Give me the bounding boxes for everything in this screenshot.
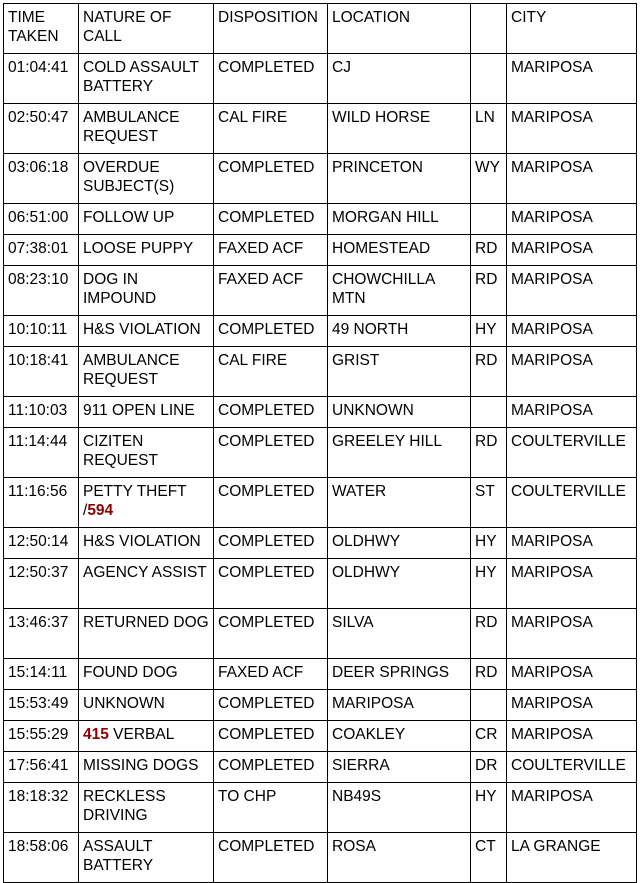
cell-location: DEER SPRINGS: [328, 659, 471, 690]
cell-city: MARIPOSA: [507, 316, 637, 347]
cell-disposition: COMPLETED: [214, 609, 328, 659]
cell-time: 11:10:03: [4, 397, 79, 428]
cell-location: SIERRA: [328, 752, 471, 783]
cell-suffix: CR: [471, 721, 507, 752]
cell-nature: [79, 609, 214, 659]
cell-disposition: COMPLETED: [214, 316, 328, 347]
cell-city: MARIPOSA: [507, 721, 637, 752]
cell-suffix: WY: [471, 154, 507, 204]
cell-city: MARIPOSA: [507, 690, 637, 721]
cell-disposition: COMPLETED: [214, 752, 328, 783]
cell-location: ROSA: [328, 833, 471, 883]
cell-time: 18:18:32: [4, 783, 79, 833]
nature-text: UNKNOWN: [83, 695, 165, 712]
cell-nature: [79, 478, 214, 528]
cell-location: UNKNOWN: [328, 397, 471, 428]
table-row: [4, 266, 637, 316]
cell-city: COULTERVILLE: [507, 478, 637, 528]
table-row: [4, 783, 637, 833]
cell-suffix: RD: [471, 428, 507, 478]
cell-suffix: RD: [471, 659, 507, 690]
nature-text: RECKLESS DRIVING: [83, 788, 166, 824]
nature-text: COLD ASSAULT BATTERY: [83, 59, 199, 95]
table-row: [4, 204, 637, 235]
cell-suffix: HY: [471, 559, 507, 609]
cell-location: MORGAN HILL: [328, 204, 471, 235]
cell-disposition: COMPLETED: [214, 54, 328, 104]
nature-text: LOOSE PUPPY: [83, 240, 194, 257]
cell-disposition: COMPLETED: [214, 721, 328, 752]
cell-disposition: COMPLETED: [214, 154, 328, 204]
header-disposition: DISPOSITION: [214, 4, 328, 54]
cell-suffix: RD: [471, 609, 507, 659]
cell-nature: [79, 659, 214, 690]
table-row: [4, 478, 637, 528]
nature-text: AMBULANCE REQUEST: [83, 352, 180, 388]
table-row: [4, 54, 637, 104]
cell-location: CHOWCHILLA MTN: [328, 266, 471, 316]
cell-location: 49 NORTH: [328, 316, 471, 347]
cell-nature: [79, 833, 214, 883]
nature-text: DOG IN IMPOUND: [83, 271, 157, 307]
cell-location: WILD HORSE: [328, 104, 471, 154]
nature-text: AMBULANCE REQUEST: [83, 109, 180, 145]
cell-time: 15:53:49: [4, 690, 79, 721]
cell-time: 17:56:41: [4, 752, 79, 783]
cell-disposition: FAXED ACF: [214, 266, 328, 316]
cell-nature: [79, 397, 214, 428]
cell-location: SILVA: [328, 609, 471, 659]
cell-city: MARIPOSA: [507, 235, 637, 266]
header-suffix: [471, 4, 507, 54]
table-row: [4, 659, 637, 690]
cell-suffix: [471, 54, 507, 104]
cell-location: CJ: [328, 54, 471, 104]
cell-city: MARIPOSA: [507, 104, 637, 154]
cell-city: MARIPOSA: [507, 528, 637, 559]
header-time: TIME TAKEN: [4, 4, 79, 54]
cell-time: 15:14:11: [4, 659, 79, 690]
table-row: [4, 609, 637, 659]
cell-location: NB49S: [328, 783, 471, 833]
cell-time: 08:23:10: [4, 266, 79, 316]
cell-location: GREELEY HILL: [328, 428, 471, 478]
nature-text: 911 OPEN LINE: [83, 402, 195, 419]
header-row: [4, 4, 637, 54]
table-row: [4, 154, 637, 204]
cell-nature: [79, 54, 214, 104]
cell-nature: [79, 783, 214, 833]
cell-city: MARIPOSA: [507, 397, 637, 428]
cell-location: PRINCETON: [328, 154, 471, 204]
table-row: [4, 559, 637, 609]
penal-code: 415: [83, 726, 109, 743]
table-row: [4, 721, 637, 752]
table-row: [4, 397, 637, 428]
nature-text: PETTY THEFT /: [83, 483, 187, 519]
cell-time: 10:18:41: [4, 347, 79, 397]
cell-city: MARIPOSA: [507, 347, 637, 397]
cell-time: 12:50:14: [4, 528, 79, 559]
table-row: [4, 528, 637, 559]
cell-location: OLDHWY: [328, 559, 471, 609]
cell-location: COAKLEY: [328, 721, 471, 752]
cell-suffix: ST: [471, 478, 507, 528]
table-row: [4, 347, 637, 397]
cell-disposition: FAXED ACF: [214, 235, 328, 266]
cell-time: 01:04:41: [4, 54, 79, 104]
cell-disposition: TO CHP: [214, 783, 328, 833]
cell-time: 12:50:37: [4, 559, 79, 609]
cell-time: 06:51:00: [4, 204, 79, 235]
cell-time: 10:10:11: [4, 316, 79, 347]
cell-time: 03:06:18: [4, 154, 79, 204]
cell-disposition: CAL FIRE: [214, 104, 328, 154]
cell-city: MARIPOSA: [507, 659, 637, 690]
cell-city: MARIPOSA: [507, 609, 637, 659]
cell-time: 02:50:47: [4, 104, 79, 154]
cell-location: OLDHWY: [328, 528, 471, 559]
cell-disposition: COMPLETED: [214, 428, 328, 478]
nature-text: OVERDUE SUBJECT(S): [83, 159, 175, 195]
nature-text: AGENCY ASSIST: [83, 564, 207, 581]
cell-nature: [79, 690, 214, 721]
table-row: [4, 752, 637, 783]
cell-disposition: CAL FIRE: [214, 347, 328, 397]
cell-city: MARIPOSA: [507, 783, 637, 833]
cell-nature: [79, 235, 214, 266]
cell-nature: [79, 316, 214, 347]
cell-location: GRIST: [328, 347, 471, 397]
cell-nature: [79, 428, 214, 478]
cell-nature: [79, 347, 214, 397]
header-location: LOCATION: [328, 4, 471, 54]
nature-text: RETURNED DOG: [83, 614, 209, 631]
cell-suffix: LN: [471, 104, 507, 154]
table-row: [4, 833, 637, 883]
nature-text: MISSING DOGS: [83, 757, 199, 774]
cell-time: 11:16:56: [4, 478, 79, 528]
table-row: [4, 428, 637, 478]
cell-suffix: DR: [471, 752, 507, 783]
penal-code: 594: [87, 502, 114, 519]
cell-city: MARIPOSA: [507, 154, 637, 204]
cell-disposition: FAXED ACF: [214, 659, 328, 690]
cell-suffix: CT: [471, 833, 507, 883]
cell-nature: [79, 721, 214, 752]
cell-suffix: [471, 397, 507, 428]
cell-disposition: COMPLETED: [214, 397, 328, 428]
cell-suffix: HY: [471, 528, 507, 559]
call-log-table: [3, 3, 637, 883]
cell-city: COULTERVILLE: [507, 752, 637, 783]
cell-suffix: [471, 204, 507, 235]
nature-text: VERBAL: [108, 726, 175, 743]
header-city: CITY: [507, 4, 637, 54]
table-row: [4, 235, 637, 266]
table-row: [4, 316, 637, 347]
cell-time: 13:46:37: [4, 609, 79, 659]
cell-time: 11:14:44: [4, 428, 79, 478]
cell-nature: [79, 752, 214, 783]
cell-city: COULTERVILLE: [507, 428, 637, 478]
cell-suffix: RD: [471, 235, 507, 266]
cell-nature: [79, 104, 214, 154]
cell-time: 07:38:01: [4, 235, 79, 266]
nature-text: ASSAULT BATTERY: [83, 838, 154, 874]
cell-suffix: [471, 690, 507, 721]
header-nature: NATURE OF CALL: [79, 4, 214, 54]
cell-time: 15:55:29: [4, 721, 79, 752]
cell-suffix: HY: [471, 783, 507, 833]
cell-city: MARIPOSA: [507, 266, 637, 316]
cell-disposition: COMPLETED: [214, 833, 328, 883]
nature-text: H&S VIOLATION: [83, 533, 201, 550]
cell-nature: [79, 266, 214, 316]
cell-suffix: RD: [471, 266, 507, 316]
table-row: [4, 104, 637, 154]
cell-location: WATER: [328, 478, 471, 528]
cell-disposition: COMPLETED: [214, 204, 328, 235]
table-row: [4, 690, 637, 721]
cell-disposition: COMPLETED: [214, 478, 328, 528]
cell-suffix: HY: [471, 316, 507, 347]
cell-city: MARIPOSA: [507, 204, 637, 235]
cell-time: 18:58:06: [4, 833, 79, 883]
nature-text: FOUND DOG: [83, 664, 178, 681]
cell-nature: [79, 154, 214, 204]
cell-nature: [79, 204, 214, 235]
cell-disposition: COMPLETED: [214, 528, 328, 559]
cell-city: MARIPOSA: [507, 559, 637, 609]
nature-text: H&S VIOLATION: [83, 321, 201, 338]
cell-city: MARIPOSA: [507, 54, 637, 104]
cell-disposition: COMPLETED: [214, 690, 328, 721]
nature-text: FOLLOW UP: [83, 209, 175, 226]
cell-nature: [79, 528, 214, 559]
cell-location: MARIPOSA: [328, 690, 471, 721]
cell-city: LA GRANGE: [507, 833, 637, 883]
cell-location: HOMESTEAD: [328, 235, 471, 266]
cell-disposition: COMPLETED: [214, 559, 328, 609]
cell-suffix: RD: [471, 347, 507, 397]
cell-nature: [79, 559, 214, 609]
nature-text: CIZITEN REQUEST: [83, 433, 158, 469]
